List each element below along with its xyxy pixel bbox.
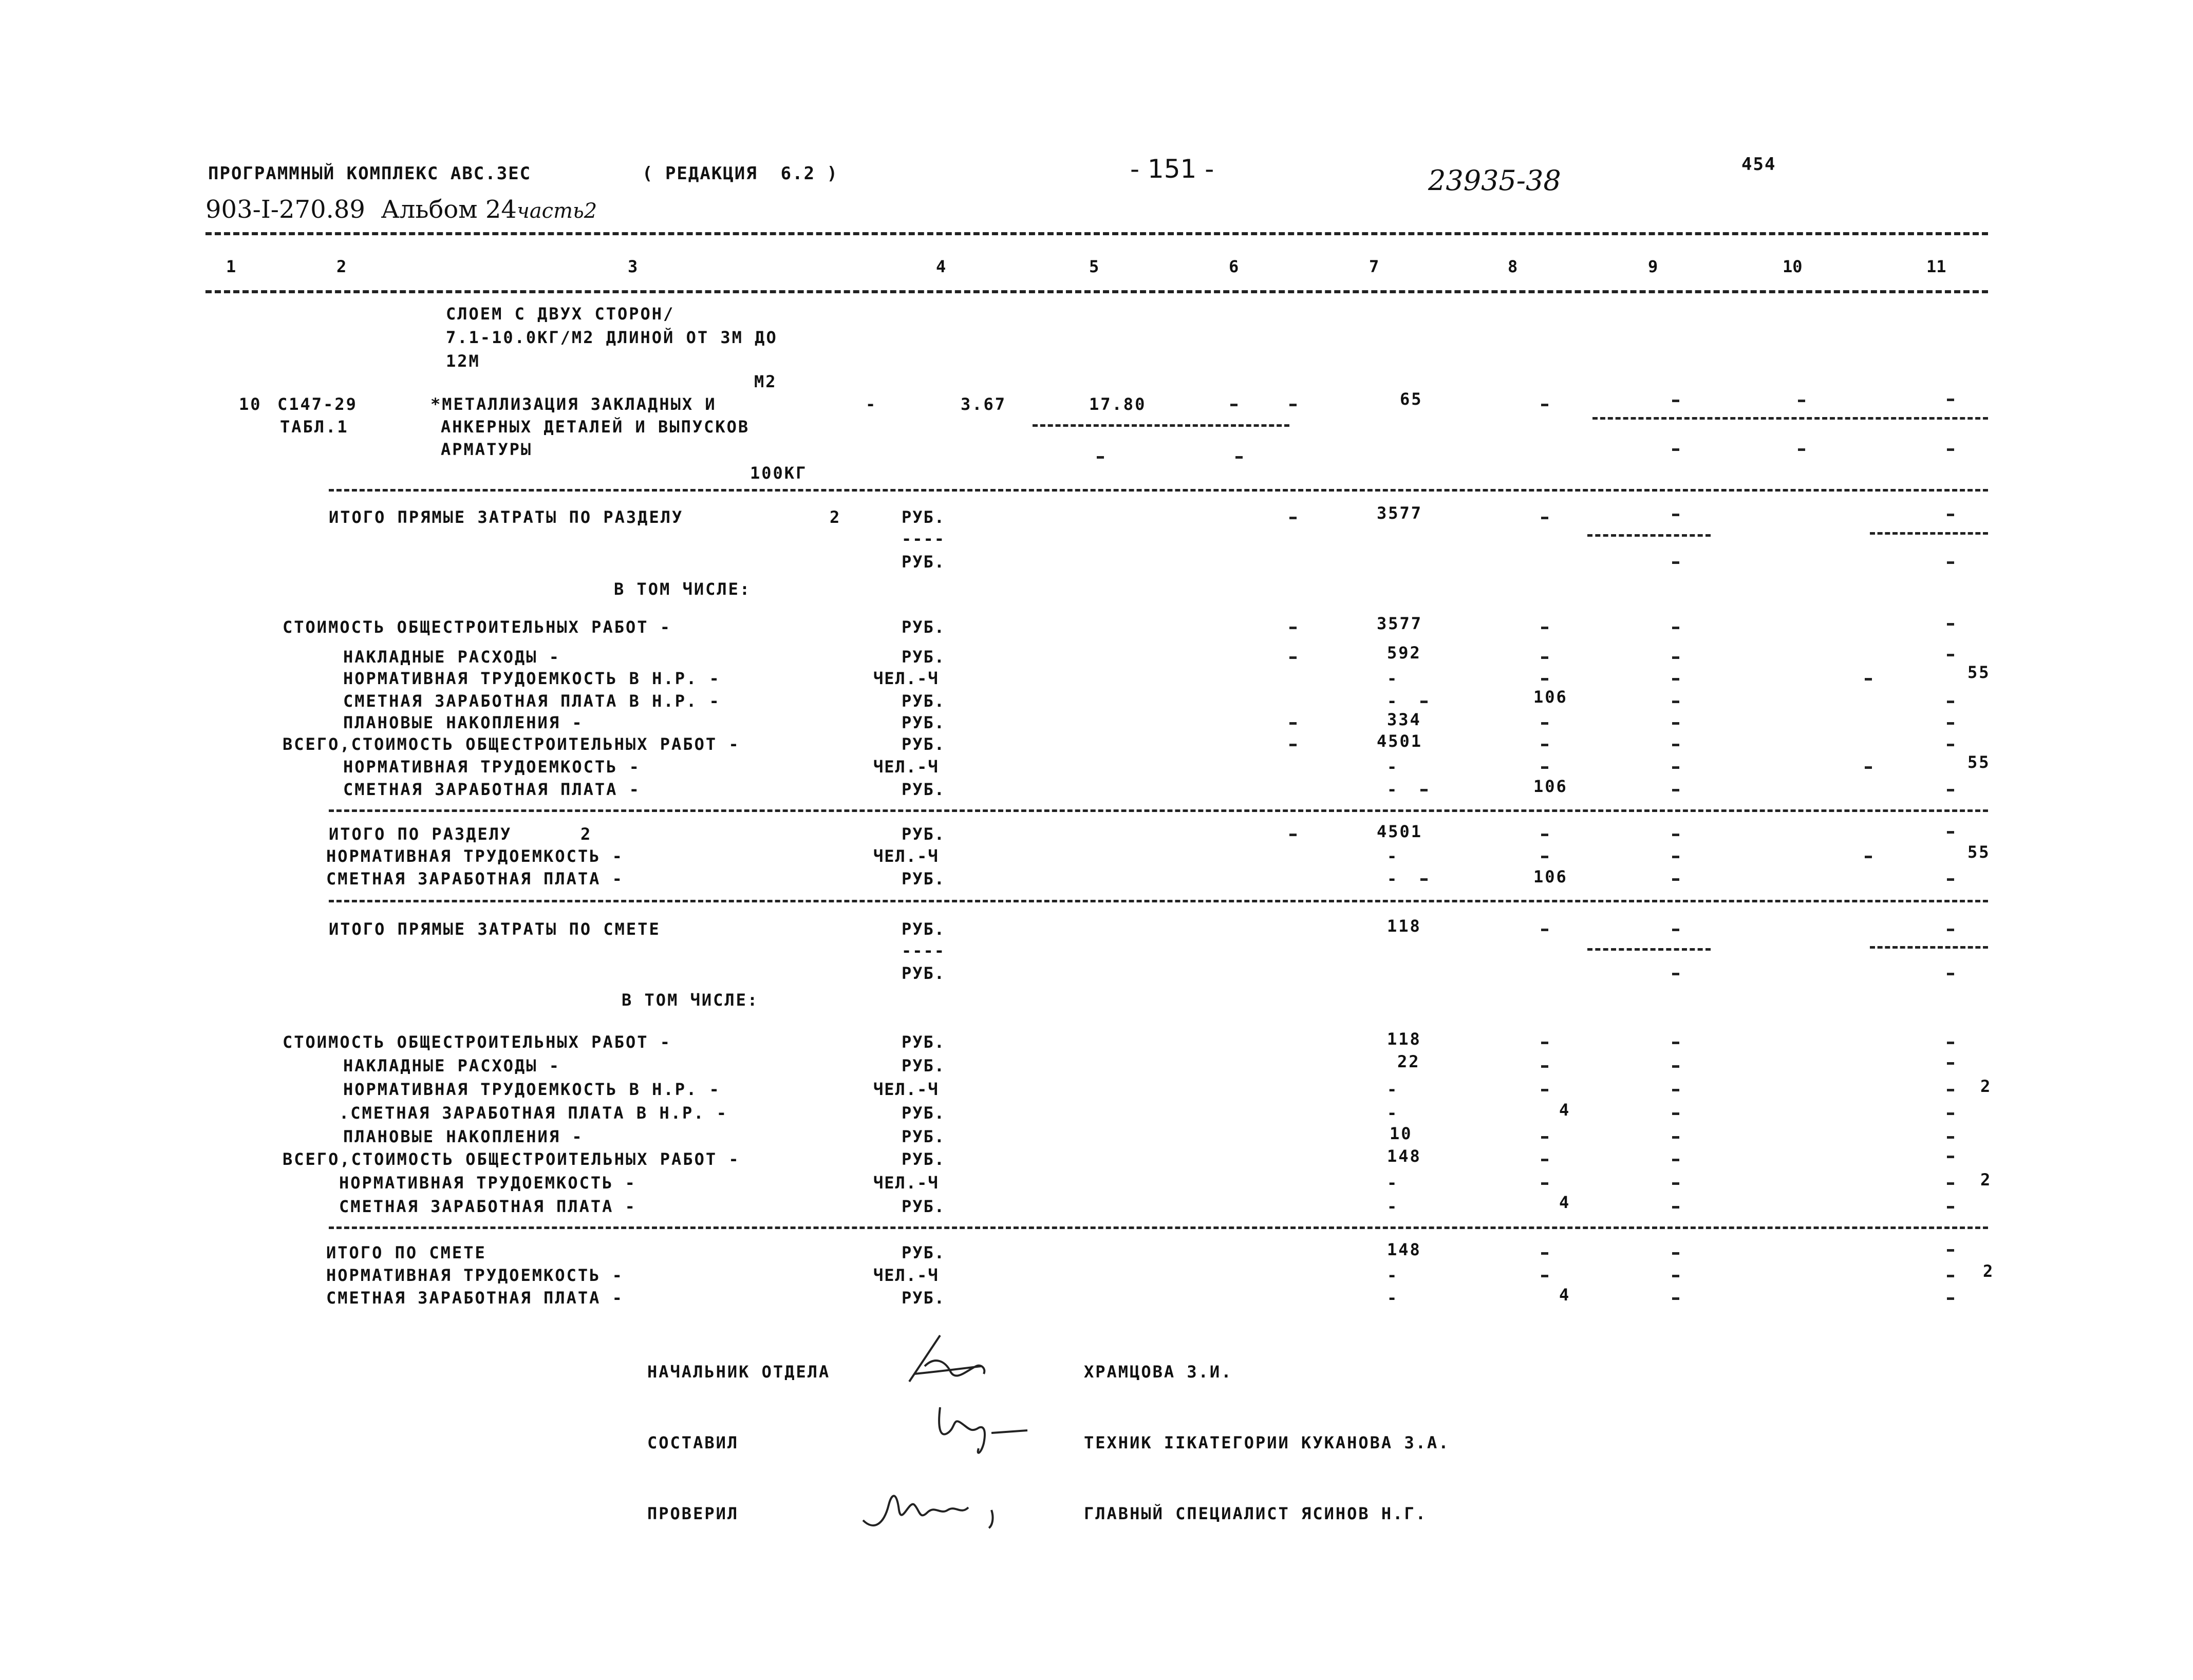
dash-mark <box>1289 656 1297 659</box>
item-desc-line-2: АНКЕРНЫХ ДЕТАЛЕЙ И ВЫПУСКОВ <box>441 417 750 437</box>
dash-mark <box>1289 834 1297 836</box>
dash-mark <box>1672 878 1679 881</box>
dash-mark <box>1672 627 1679 629</box>
section-row-unit: РУБ. <box>902 713 946 732</box>
dash-mark <box>1947 1297 1954 1300</box>
signature-head-image <box>894 1315 997 1397</box>
estimate-row-label: НОРМАТИВНАЯ ТРУДОЕМКОСТЬ В Н.Р. - <box>343 1080 721 1099</box>
section-row-unit: РУБ. <box>902 691 946 711</box>
dash-mark <box>1672 1112 1679 1115</box>
dash-mark <box>1541 1042 1548 1044</box>
section-row-label: ВСЕГО,СТОИМОСТЬ ОБЩЕСТРОИТЕЛЬНЫХ РАБОТ - <box>283 734 740 754</box>
dash-mark <box>1541 722 1548 725</box>
estimate-direct-costs-unit-2: РУБ. <box>902 964 946 983</box>
section-row-c8: 106 <box>1533 777 1568 796</box>
dash-mark <box>1947 561 1954 564</box>
dash-mark <box>1541 929 1548 931</box>
dash-mark <box>1672 448 1679 451</box>
dash-mark <box>1947 701 1954 703</box>
dash-mark <box>1097 456 1104 459</box>
estimate-row-label: НАКЛАДНЫЕ РАСХОДЫ - <box>343 1056 561 1075</box>
section-rule-1 <box>329 489 1988 492</box>
estimate-rule-2 <box>329 1226 1988 1229</box>
dash-mark <box>1672 1182 1679 1185</box>
section-row-unit: РУБ. <box>902 647 946 667</box>
estimate-total-labour-c11: 2 <box>1983 1261 1995 1281</box>
dash-mark <box>1235 456 1243 459</box>
estimate-total-label: ИТОГО ПО СМЕТЕ <box>326 1243 486 1262</box>
dash-mark <box>1672 1136 1679 1139</box>
section-total-no: 2 <box>580 824 592 844</box>
dash-mark <box>1541 744 1548 746</box>
item-col7: 65 <box>1400 389 1423 409</box>
estimate-row-label: СМЕТНАЯ ЗАРАБОТНАЯ ПЛАТА - <box>339 1197 636 1216</box>
item-subrule-left <box>1033 424 1289 427</box>
dash-mark <box>1541 1252 1548 1255</box>
dash-mark <box>1541 627 1548 629</box>
col-6-header: 6 <box>1229 257 1239 276</box>
dash-mark <box>1420 878 1428 881</box>
dash-mark <box>1672 561 1679 564</box>
section-total-wage-label: СМЕТНАЯ ЗАРАБОТНАЯ ПЛАТА - <box>326 869 624 889</box>
estimate-row-c7: 148 <box>1387 1146 1421 1166</box>
dash-mark <box>1672 722 1679 725</box>
section-direct-costs-label: ИТОГО ПРЯМЫЕ ЗАТРАТЫ ПО РАЗДЕЛУ <box>329 507 684 527</box>
estimate-total-labour-label: НОРМАТИВНАЯ ТРУДОЕМКОСТЬ - <box>326 1266 624 1285</box>
dash-mark <box>1672 834 1679 836</box>
estimate-total-wage-c7: - <box>1387 1288 1397 1308</box>
section-direct-costs-value: 3577 <box>1377 503 1423 523</box>
estimate-row-c8: 4 <box>1559 1193 1571 1212</box>
estimate-subrule-a <box>1587 948 1711 951</box>
item-unit: 100КГ <box>750 463 808 483</box>
dash-mark <box>1541 766 1548 769</box>
dash-mark <box>1947 878 1954 881</box>
col-10-header: 10 <box>1783 257 1803 276</box>
dash-mark <box>1420 701 1428 703</box>
dash-mark <box>1947 1136 1954 1139</box>
estimate-direct-costs-label: ИТОГО ПРЯМЫЕ ЗАТРАТЫ ПО СМЕТЕ <box>329 919 661 939</box>
dash-mark <box>1947 448 1954 451</box>
dash-mark <box>1947 399 1954 401</box>
section-total-label: ИТОГО ПО РАЗДЕЛУ <box>329 824 512 844</box>
header-rule-top <box>205 232 1988 235</box>
estimate-total-wage-unit: РУБ. <box>902 1288 946 1308</box>
dash-mark <box>1541 1182 1548 1185</box>
dash-mark <box>1541 834 1548 836</box>
section-total-unit: РУБ. <box>902 824 946 844</box>
section-row-unit: ЧЕЛ.-Ч <box>873 669 939 688</box>
dash-mark <box>1672 678 1679 681</box>
item-number: 10 <box>239 394 262 414</box>
dash-mark <box>1947 654 1954 656</box>
dash-mark <box>1947 623 1954 626</box>
dash-mark <box>1541 1275 1548 1277</box>
section-subrule-a <box>1587 534 1711 537</box>
estimate-row-label: ПЛАНОВЫЕ НАКОПЛЕНИЯ - <box>343 1127 584 1146</box>
col-3-header: 3 <box>628 257 638 276</box>
section-subrule-b <box>1870 532 1988 535</box>
section-row-c7: 3577 <box>1377 614 1423 633</box>
item-continued-line-1: СЛОЕМ С ДВУХ СТОРОН/ <box>446 304 675 324</box>
estimate-row-label: .СМЕТНАЯ ЗАРАБОТНАЯ ПЛАТА В Н.Р. - <box>339 1103 728 1123</box>
dash-mark <box>1672 1042 1679 1044</box>
estimate-row-c7: 10 <box>1390 1124 1413 1143</box>
section-incl-heading: В ТОМ ЧИСЛЕ: <box>614 579 752 599</box>
dash-mark <box>1947 789 1954 791</box>
header-rule-bottom <box>205 290 1988 293</box>
section-total-c7: 4501 <box>1377 822 1423 841</box>
section-row-c7: - <box>1387 780 1397 799</box>
section-total-wage-c8: 106 <box>1533 867 1568 886</box>
estimate-row-c8: 4 <box>1559 1100 1571 1120</box>
estimate-row-unit: РУБ. <box>902 1103 946 1123</box>
dash-mark <box>1672 973 1679 975</box>
dash-mark <box>1947 744 1954 746</box>
section-total-labour-c7: - <box>1387 846 1397 866</box>
section-row-unit: РУБ. <box>902 734 946 754</box>
dash-mark <box>1672 1065 1679 1068</box>
section-direct-costs-unit-dash: ---- <box>902 529 946 549</box>
estimate-row-c7: - <box>1387 1080 1397 1099</box>
section-row-c7: 592 <box>1387 643 1421 663</box>
estimate-row-unit: РУБ. <box>902 1056 946 1075</box>
dash-mark <box>1672 856 1679 858</box>
dash-mark <box>1947 929 1954 931</box>
dash-mark <box>1672 929 1679 931</box>
section-total-labour-c11: 55 <box>1967 842 1991 862</box>
estimate-row-unit: ЧЕЛ.-Ч <box>873 1080 939 1099</box>
dash-mark <box>1947 1206 1954 1209</box>
estimate-total-unit: РУБ. <box>902 1243 946 1262</box>
dash-mark <box>1947 1249 1954 1252</box>
estimate-row-c11: 2 <box>1980 1170 1992 1190</box>
estimate-row-c11: 2 <box>1980 1077 1992 1096</box>
estimate-total-c7: 148 <box>1387 1240 1421 1259</box>
estimate-row-label: СТОИМОСТЬ ОБЩЕСТРОИТЕЛЬНЫХ РАБОТ - <box>283 1032 672 1052</box>
section-direct-costs-unit: РУБ. <box>902 507 946 527</box>
col-5-header: 5 <box>1089 257 1099 276</box>
estimate-row-c7: 22 <box>1397 1052 1420 1071</box>
document-number: 23935-38 <box>1428 164 1561 197</box>
dash-mark <box>1947 973 1954 975</box>
signature-name-checked: ГЛАВНЫЙ СПЕЦИАЛИСТ ЯСИНОВ Н.Г. <box>1084 1504 1427 1523</box>
album-title <box>205 195 597 224</box>
dash-mark <box>1289 744 1297 746</box>
signature-role-head: НАЧАЛЬНИК ОТДЕЛА <box>647 1362 831 1382</box>
dash-mark <box>1672 701 1679 703</box>
item-prev-unit: М2 <box>754 372 777 391</box>
col-9-header: 9 <box>1648 257 1658 276</box>
dash-mark <box>1541 404 1548 406</box>
item-desc-line-1: *МЕТАЛЛИЗАЦИЯ ЗАКЛАДНЫХ И <box>430 394 717 414</box>
col-8-header: 8 <box>1508 257 1518 276</box>
dash-mark <box>1672 1159 1679 1161</box>
dash-mark <box>1947 1182 1954 1185</box>
dash-mark <box>1672 744 1679 746</box>
section-rule-2 <box>329 809 1988 812</box>
dash-mark <box>1420 789 1428 791</box>
section-row-unit: ЧЕЛ.-Ч <box>873 757 939 777</box>
item-table-ref: ТАБЛ.1 <box>280 417 349 437</box>
dash-mark <box>1947 514 1954 516</box>
dash-mark <box>1798 448 1805 451</box>
dash-mark <box>1947 1275 1954 1277</box>
estimate-row-unit: ЧЕЛ.-Ч <box>873 1173 939 1193</box>
section-direct-costs-no: 2 <box>830 507 841 527</box>
dash-mark <box>1865 766 1872 769</box>
dash-mark <box>1947 1042 1954 1044</box>
estimate-subrule-b <box>1870 946 1988 949</box>
estimate-row-unit: РУБ. <box>902 1127 946 1146</box>
dash-mark <box>1541 1136 1548 1139</box>
section-row-label: СМЕТНАЯ ЗАРАБОТНАЯ ПЛАТА В Н.Р. - <box>343 691 721 711</box>
col-2-header: 2 <box>336 257 347 276</box>
edition: ( РЕДАКЦИЯ 6.2 ) <box>642 163 838 184</box>
estimate-row-c7: - <box>1387 1103 1397 1123</box>
section-row-c7: 334 <box>1387 710 1421 729</box>
estimate-row-unit: РУБ. <box>902 1197 946 1216</box>
program-name: ПРОГРАММНЫЙ КОМПЛЕКС АВС.3ЕС <box>208 163 532 184</box>
dash-mark <box>1672 656 1679 659</box>
section-row-c7: 4501 <box>1377 731 1423 751</box>
section-total-wage-c7: - <box>1387 869 1397 889</box>
item-desc-line-3: АРМАТУРЫ <box>441 440 533 459</box>
item-code: С147-29 <box>277 394 358 414</box>
section-row-c11: 55 <box>1967 663 1991 682</box>
section-direct-costs-unit-2: РУБ. <box>902 552 946 572</box>
section-total-labour-unit: ЧЕЛ.-Ч <box>873 846 939 866</box>
dash-mark <box>1541 1065 1548 1068</box>
col-4-header: 4 <box>936 257 946 276</box>
dash-mark <box>1672 514 1679 516</box>
dash-mark <box>1672 1252 1679 1255</box>
section-row-label: СМЕТНАЯ ЗАРАБОТНАЯ ПЛАТА - <box>343 780 641 799</box>
section-row-label: НОРМАТИВНАЯ ТРУДОЕМКОСТЬ - <box>343 757 641 777</box>
signature-role-composed: СОСТАВИЛ <box>647 1433 739 1452</box>
estimate-incl-heading: В ТОМ ЧИСЛЕ: <box>622 990 759 1010</box>
estimate-row-label: ВСЕГО,СТОИМОСТЬ ОБЩЕСТРОИТЕЛЬНЫХ РАБОТ - <box>283 1149 740 1169</box>
estimate-direct-costs-unit-dash: ---- <box>902 941 946 960</box>
section-row-label: НАКЛАДНЫЕ РАСХОДЫ - <box>343 647 561 667</box>
dash-mark <box>1541 678 1548 681</box>
dash-mark <box>1947 831 1954 834</box>
dash-mark <box>1672 1206 1679 1209</box>
estimate-total-wage-label: СМЕТНАЯ ЗАРАБОТНАЯ ПЛАТА - <box>326 1288 624 1308</box>
dash-mark <box>1541 856 1548 858</box>
signature-name-composed: ТЕХНИК IIКАТЕГОРИИ КУКАНОВА З.А. <box>1084 1433 1450 1452</box>
estimate-row-label: НОРМАТИВНАЯ ТРУДОЕМКОСТЬ - <box>339 1173 636 1193</box>
item-continued-line-2: 7.1-10.0КГ/М2 ДЛИНОЙ ОТ 3М ДО <box>446 328 778 347</box>
dash-mark <box>1947 1062 1954 1065</box>
dash-mark <box>1947 1089 1954 1091</box>
dash-mark <box>1947 1156 1954 1158</box>
section-total-wage-unit: РУБ. <box>902 869 946 889</box>
estimate-total-wage-c8: 4 <box>1559 1285 1571 1305</box>
dash-mark <box>1672 766 1679 769</box>
section-row-c11: 55 <box>1967 752 1991 772</box>
estimate-row-c7: - <box>1387 1173 1397 1193</box>
item-col6: 17.80 <box>1089 394 1147 414</box>
section-row-label: ПЛАНОВЫЕ НАКОПЛЕНИЯ - <box>343 713 584 732</box>
estimate-row-unit: РУБ. <box>902 1149 946 1169</box>
item-continued-line-3: 12М <box>446 351 480 371</box>
item-subrule-right <box>1592 417 1988 420</box>
dash-mark <box>1865 678 1872 681</box>
section-row-c8: 106 <box>1533 687 1568 707</box>
album-code: 903-I-270.89 Альбом 24 <box>205 195 517 224</box>
signature-composed-image <box>925 1397 1038 1464</box>
estimate-direct-costs-value: 118 <box>1387 916 1421 936</box>
section-row-c7: - <box>1387 669 1397 688</box>
dash-mark <box>1672 1089 1679 1091</box>
section-row-unit: РУБ. <box>902 617 946 637</box>
dash-mark <box>1541 1159 1548 1161</box>
dash-mark <box>1672 1297 1679 1300</box>
dash-mark <box>1541 656 1548 659</box>
section-row-c7: - <box>1387 757 1397 777</box>
dash-mark <box>1947 722 1954 725</box>
estimate-direct-costs-unit: РУБ. <box>902 919 946 939</box>
dash-mark <box>1230 404 1238 406</box>
dash-mark <box>1672 789 1679 791</box>
estimate-total-labour-c7: - <box>1387 1266 1397 1285</box>
dash-mark <box>1672 400 1679 402</box>
col-7-header: 7 <box>1369 257 1379 276</box>
dash-mark <box>1289 404 1297 406</box>
estimate-row-unit: РУБ. <box>902 1032 946 1052</box>
dash-mark <box>1289 722 1297 725</box>
signature-role-checked: ПРОВЕРИЛ <box>647 1504 739 1523</box>
section-row-label: СТОИМОСТЬ ОБЩЕСТРОИТЕЛЬНЫХ РАБОТ - <box>283 617 672 637</box>
section-row-c7: - <box>1387 691 1397 711</box>
section-row-label: НОРМАТИВНАЯ ТРУДОЕМКОСТЬ В Н.Р. - <box>343 669 721 688</box>
item-col5: 3.67 <box>961 394 1007 414</box>
col-1-header: 1 <box>226 257 236 276</box>
dash-mark <box>1947 1112 1954 1115</box>
estimate-total-labour-unit: ЧЕЛ.-Ч <box>873 1266 939 1285</box>
sheet-number: 454 <box>1741 154 1776 175</box>
dash-mark <box>1865 856 1872 858</box>
dash-mark <box>1541 517 1548 519</box>
dash-mark <box>1798 400 1805 402</box>
signature-checked-image <box>858 1469 1012 1541</box>
item-col4: - <box>866 394 876 414</box>
section-total-labour-label: НОРМАТИВНАЯ ТРУДОЕМКОСТЬ - <box>326 846 624 866</box>
signature-name-head: ХРАМЦОВА З.И. <box>1084 1362 1233 1382</box>
section-row-unit: РУБ. <box>902 780 946 799</box>
col-11-header: 11 <box>1926 257 1946 276</box>
estimate-row-c7: - <box>1387 1197 1397 1216</box>
dash-mark <box>1541 1089 1548 1091</box>
album-part: часть2 <box>516 199 597 223</box>
dash-mark <box>1289 627 1297 629</box>
dash-mark <box>1289 517 1297 519</box>
estimate-rule-1 <box>329 900 1988 902</box>
dash-mark <box>1672 1275 1679 1277</box>
estimate-row-c7: 118 <box>1387 1029 1421 1049</box>
page-number: - 151 - <box>1130 154 1214 184</box>
